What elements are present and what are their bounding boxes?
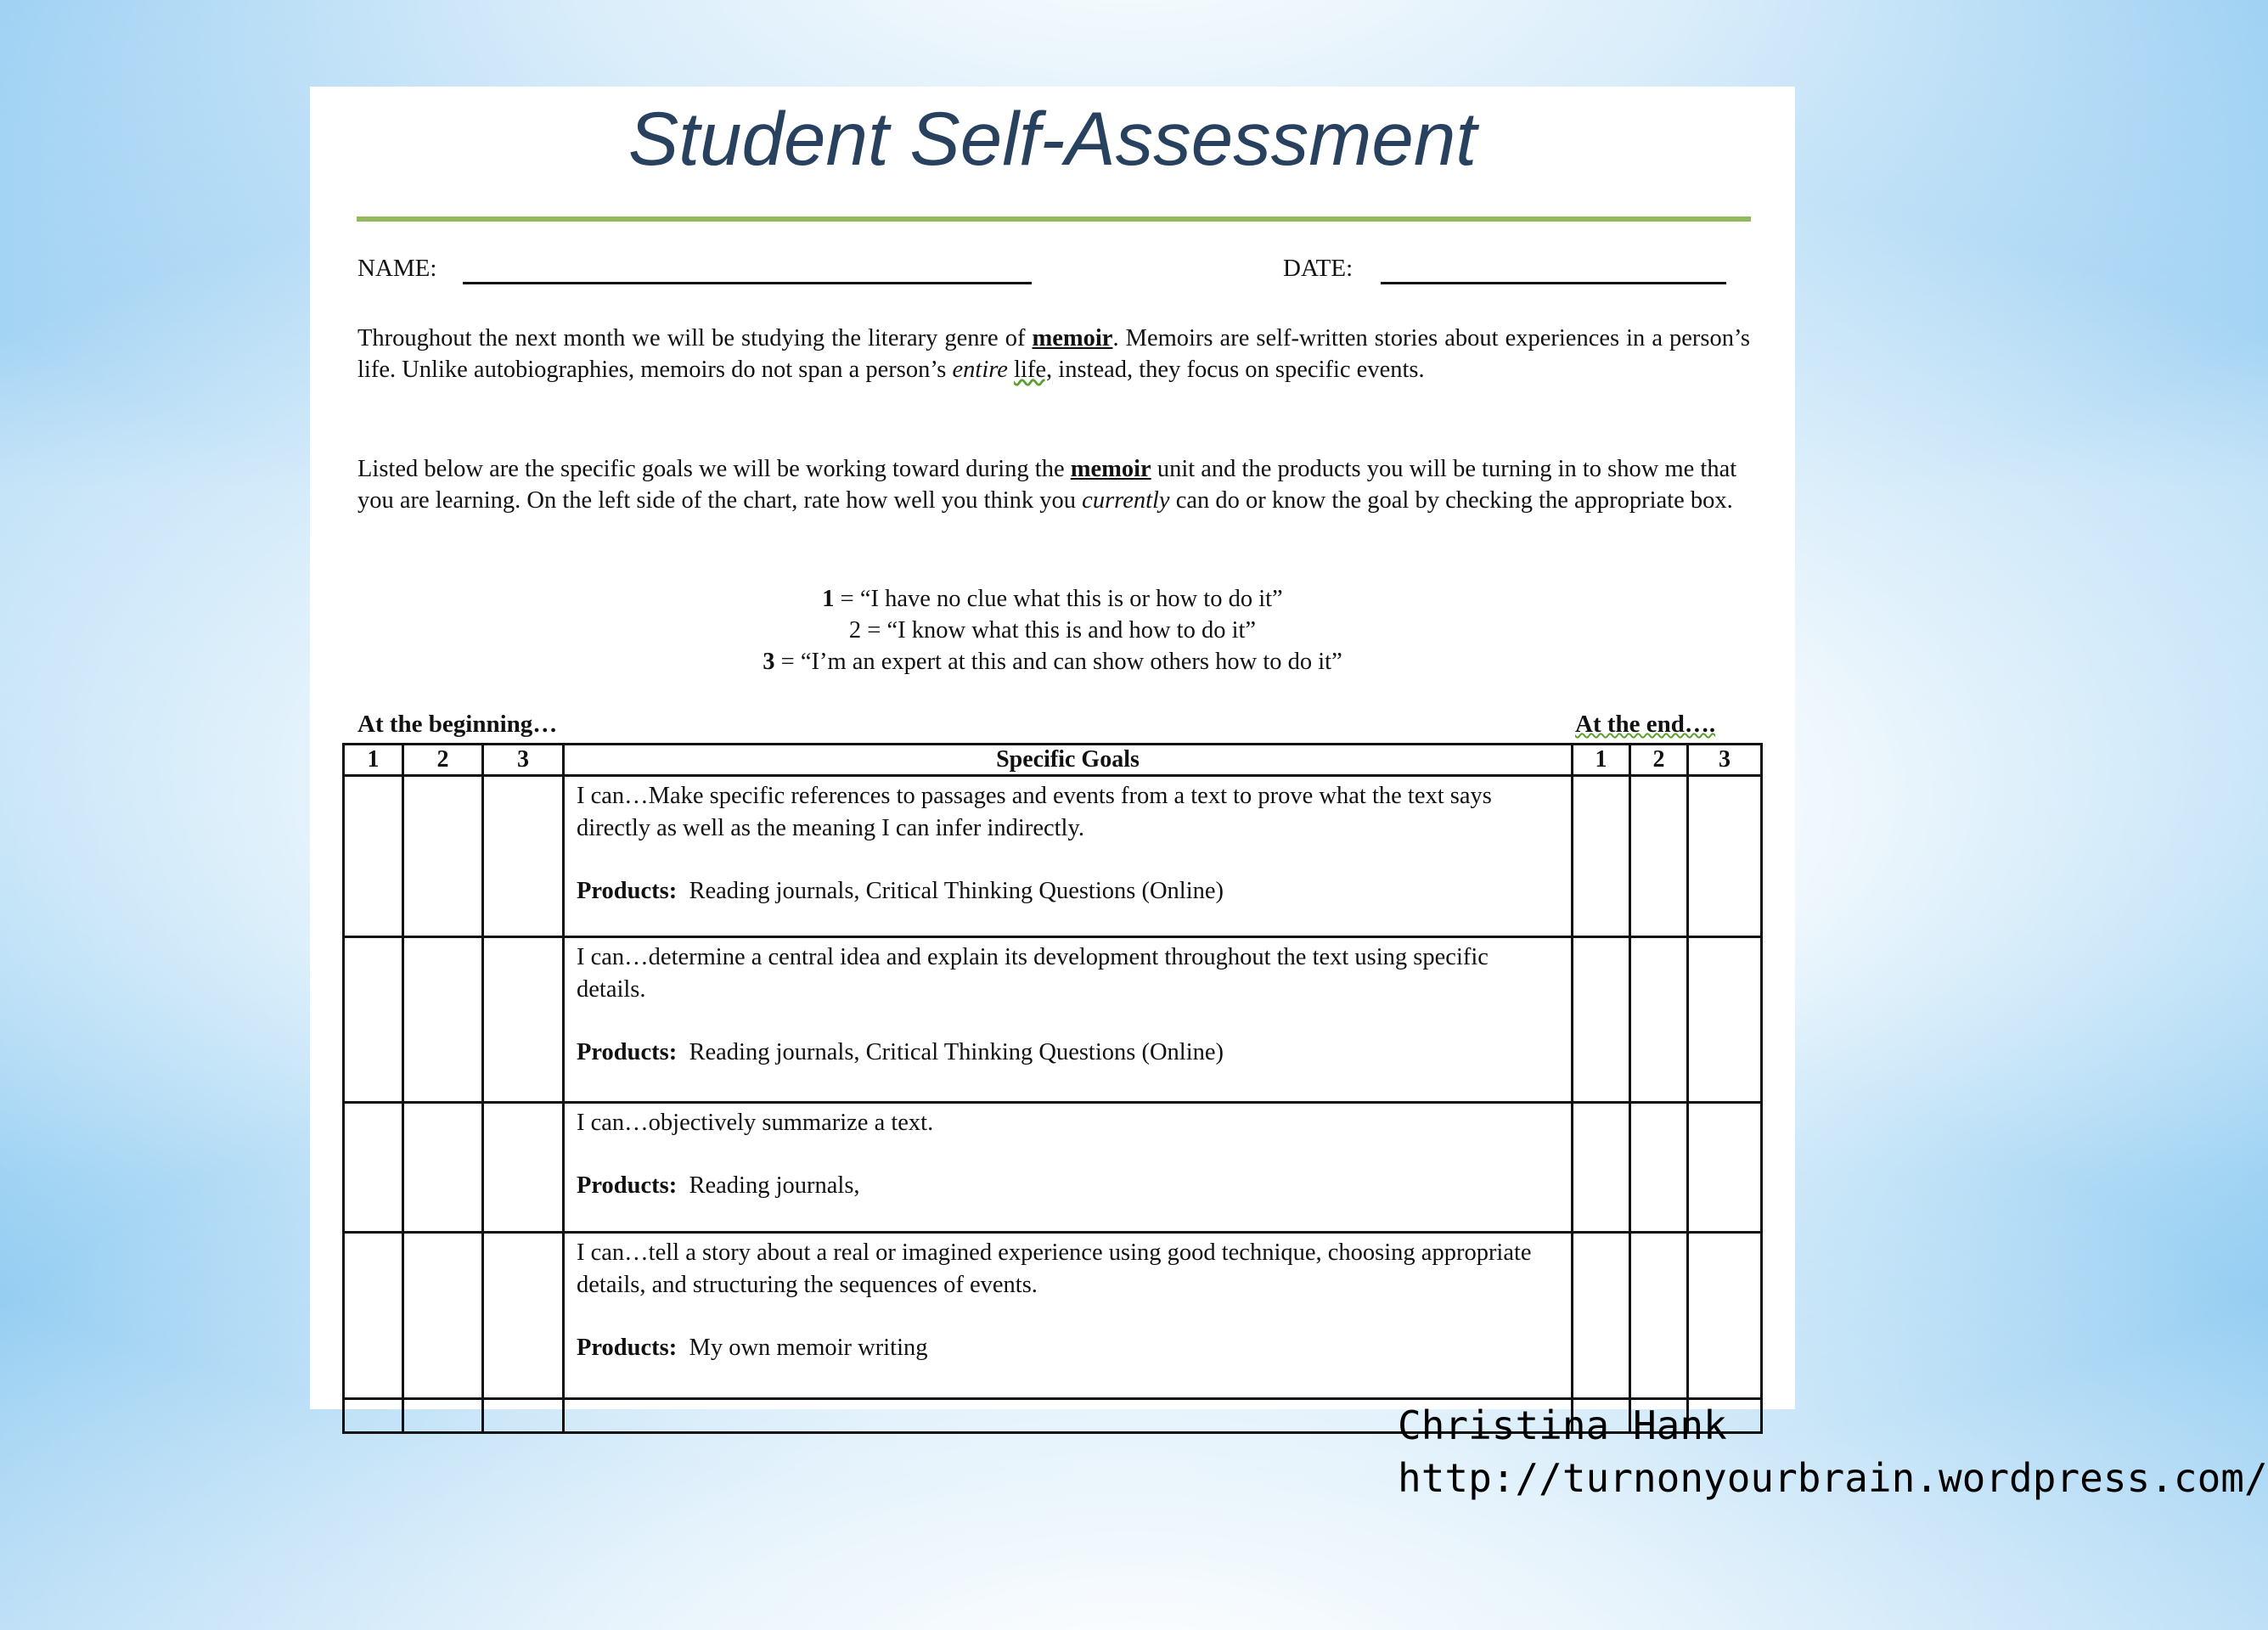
goal-text: I can…determine a central idea and explain its development throughout the text using specific details.	[577, 944, 1489, 1003]
end-col-3: 3	[1688, 745, 1762, 776]
end-col-2: 2	[1630, 745, 1688, 776]
goals-table	[342, 743, 1763, 1434]
begin-rating-3-checkbox[interactable]	[483, 937, 564, 1103]
goal-text: I can…objectively summarize a text.	[577, 1110, 934, 1136]
begin-rating-2-checkbox[interactable]	[403, 937, 483, 1103]
name-label: NAME:	[357, 255, 437, 282]
goal-cell	[564, 937, 1573, 1103]
begin-col-3: 3	[483, 745, 564, 776]
worksheet-page	[310, 87, 1795, 1409]
rating-scale	[310, 583, 1795, 677]
end-rating-3-checkbox[interactable]	[1688, 1103, 1762, 1233]
scale-item-2: 2 = “I know what this is and how to do it”	[848, 617, 1257, 644]
end-rating-2-checkbox[interactable]	[1630, 1103, 1688, 1233]
end-rating-2-checkbox[interactable]	[1630, 937, 1688, 1103]
begin-col-2: 2	[403, 745, 483, 776]
end-rating-2-checkbox[interactable]	[1630, 1233, 1688, 1399]
goal-text: I can…tell a story about a real or imagined experience using good technique, choosing appropriate details, and structuring the sequences of events.	[577, 1239, 1532, 1298]
begin-rating-2-checkbox[interactable]	[403, 1233, 483, 1399]
table-row	[344, 937, 1762, 1103]
end-rating-1-checkbox[interactable]	[1573, 1233, 1630, 1399]
table-row	[344, 1233, 1762, 1399]
goal-products: Products: Reading journals,	[577, 1172, 860, 1199]
goal-cell	[564, 1103, 1573, 1233]
instructions-paragraph: Listed below are the specific goals we will be working toward during the memoir unit and the products you will be turning in to show me that you are learning. On the left side of the chart, rate how well you think you currently can do or know the goal by checking the appropriate box.	[357, 456, 1737, 514]
begin-rating-1-checkbox[interactable]	[344, 937, 403, 1103]
goal-products: Products: Reading journals, Critical Thinking Questions (Online)	[577, 878, 1224, 904]
end-rating-1-checkbox[interactable]	[1573, 937, 1630, 1103]
begin-col-1: 1	[344, 745, 403, 776]
goal-cell	[564, 1233, 1573, 1399]
begin-rating-1-checkbox[interactable]	[344, 1103, 403, 1233]
end-rating-1-checkbox[interactable]	[1573, 1103, 1630, 1233]
credit-url[interactable]: http://turnonyourbrain.wordpress.com/	[1398, 1455, 2268, 1501]
goal-text: I can…Make specific references to passages and events from a text to prove what the text says directly as well as the meaning I can infer indirectly.	[577, 783, 1492, 841]
title-divider	[357, 216, 1751, 222]
begin-rating-1-checkbox[interactable]	[344, 776, 403, 937]
begin-rating-1-checkbox[interactable]	[344, 1233, 403, 1399]
end-rating-3-checkbox[interactable]	[1688, 776, 1762, 937]
label-at-end: At the end….	[1575, 711, 1716, 738]
table-row	[344, 776, 1762, 937]
begin-rating-3-checkbox[interactable]	[483, 776, 564, 937]
end-rating-1-checkbox[interactable]	[1573, 776, 1630, 937]
intro-paragraph: Throughout the next month we will be studying the literary genre of memoir. Memoirs are self-written stories about experiences in a person’s life. Unlike autobiographies, memoirs do not span a person’s entire life, instead, they focus on specific events.	[357, 325, 1750, 383]
date-label: DATE:	[1283, 255, 1353, 282]
scale-item-1: 1 = “I have no clue what this is or how to do it”	[822, 586, 1283, 612]
date-line	[1381, 282, 1726, 284]
page-title: Student Self-Assessment	[627, 96, 1477, 181]
end-rating-3-checkbox[interactable]	[1688, 1233, 1762, 1399]
name-line	[463, 282, 1032, 284]
goals-header: Specific Goals	[564, 745, 1573, 776]
begin-rating-3-checkbox[interactable]	[483, 1103, 564, 1233]
begin-rating-2-checkbox[interactable]	[403, 1103, 483, 1233]
goal-products: Products: My own memoir writing	[577, 1335, 928, 1361]
end-col-1: 1	[1573, 745, 1630, 776]
goal-products: Products: Reading journals, Critical Thinking Questions (Online)	[577, 1039, 1224, 1065]
slide-credit	[1398, 1399, 2268, 1504]
scale-item-3: 3 = “I’m an expert at this and can show others how to do it”	[763, 649, 1342, 675]
label-at-beginning: At the beginning…	[357, 711, 558, 738]
begin-rating-3-checkbox[interactable]	[483, 1233, 564, 1399]
end-rating-3-checkbox[interactable]	[1688, 937, 1762, 1103]
begin-rating-2-checkbox[interactable]	[403, 776, 483, 937]
table-row	[344, 1103, 1762, 1233]
credit-author: Christina Hank	[1398, 1402, 1727, 1448]
table-header-row	[344, 745, 1762, 776]
goal-cell	[564, 776, 1573, 937]
end-rating-2-checkbox[interactable]	[1630, 776, 1688, 937]
